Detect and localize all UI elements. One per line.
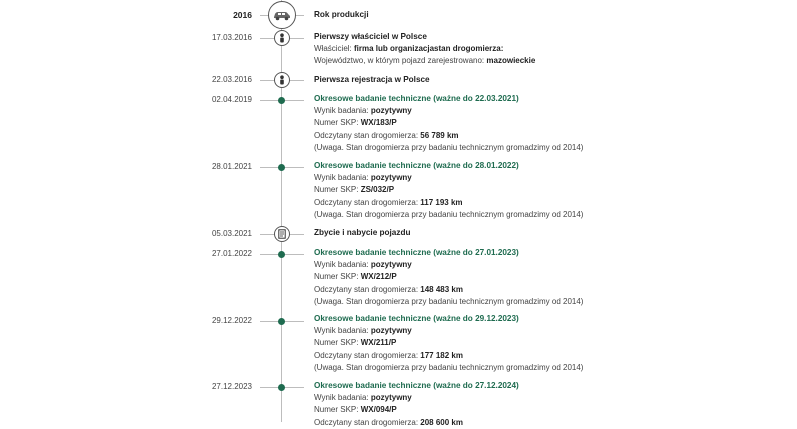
- inspection-entry: [314, 313, 583, 374]
- year-date: 2016: [233, 10, 252, 20]
- event-date: 22.03.2016: [211, 75, 252, 84]
- event-date: 17.03.2016: [211, 33, 252, 42]
- result-label: Wynik badania:: [314, 326, 369, 336]
- event-date: 27.01.2022: [211, 249, 252, 258]
- inspection-entry: [314, 160, 583, 221]
- owner-value: firma lub organizacjastan drogomierza:: [354, 44, 504, 54]
- event-date: 27.12.2023: [211, 382, 252, 391]
- first-owner-entry: [314, 31, 535, 68]
- timeline-dot: [278, 97, 285, 104]
- skp-label: Numer SKP:: [314, 338, 359, 348]
- result-label: Wynik badania:: [314, 106, 369, 116]
- odometer-label: Odczytany stan drogomierza:: [314, 130, 419, 140]
- skp-label: Numer SKP:: [314, 118, 359, 128]
- entry-title: Rok produkcji: [314, 10, 369, 19]
- owner-person-icon: [274, 30, 290, 46]
- event-date: 05.03.2021: [211, 229, 252, 238]
- entry-title: Okresowe badanie techniczne (ważne do 29.12.2023): [314, 314, 519, 323]
- production-year-entry: [314, 9, 369, 21]
- result-value: pozytywny: [370, 393, 412, 403]
- entry-title: Okresowe badanie techniczne (ważne do 27.12.2024): [314, 381, 519, 390]
- odometer-note: (Uwaga. Stan drogomierza przy badaniu technicznym gromadzimy od 2014): [314, 362, 584, 372]
- odometer-label: Odczytany stan drogomierza:: [314, 197, 419, 207]
- timeline-dot: [278, 164, 285, 171]
- timeline-dot: [278, 251, 285, 258]
- skp-value: WX/094/P: [360, 405, 397, 415]
- entry-title: Okresowe badanie techniczne (ważne do 27.01.2023): [314, 248, 519, 257]
- voivodeship-label: Województwo, w którym pojazd zarejestrowano:: [314, 56, 485, 66]
- event-date: 28.01.2021: [211, 162, 252, 171]
- odometer-label: Odczytany stan drogomierza:: [314, 284, 419, 294]
- registration-person-icon: [274, 72, 290, 88]
- timeline-line: [281, 0, 282, 422]
- inspection-entry: [314, 380, 519, 429]
- odometer-note: (Uwaga. Stan drogomierza przy badaniu technicznym gromadzimy od 2014): [314, 296, 584, 306]
- timeline-dot: [278, 384, 285, 391]
- result-label: Wynik badania:: [314, 260, 369, 270]
- odometer-value: 56 789 km: [420, 130, 459, 140]
- result-value: pozytywny: [370, 326, 412, 336]
- odometer-value: 177 182 km: [420, 350, 463, 360]
- skp-label: Numer SKP:: [314, 272, 359, 282]
- skp-value: WX/211/P: [360, 338, 397, 348]
- car-icon: [268, 1, 296, 29]
- entry-title: Pierwsza rejestracja w Polsce: [314, 75, 430, 84]
- skp-label: Numer SKP:: [314, 185, 359, 195]
- inspection-entry: [314, 93, 583, 154]
- skp-value: WX/183/P: [360, 118, 397, 128]
- result-value: pozytywny: [370, 173, 412, 183]
- document-icon: [274, 226, 290, 242]
- result-value: pozytywny: [370, 260, 412, 270]
- result-label: Wynik badania:: [314, 393, 369, 403]
- odometer-label: Odczytany stan drogomierza:: [314, 350, 419, 360]
- entry-title: Zbycie i nabycie pojazdu: [314, 228, 411, 237]
- event-date: 02.04.2019: [211, 95, 252, 104]
- result-label: Wynik badania:: [314, 173, 369, 183]
- timeline-dot: [278, 318, 285, 325]
- result-value: pozytywny: [370, 106, 412, 116]
- entry-title: Okresowe badanie techniczne (ważne do 28.01.2022): [314, 161, 519, 170]
- odometer-note: (Uwaga. Stan drogomierza przy badaniu technicznym gromadzimy od 2014): [314, 142, 584, 152]
- owner-label: Właściciel:: [314, 44, 352, 54]
- skp-label: Numer SKP:: [314, 405, 359, 415]
- ownership-change-entry: [314, 227, 410, 239]
- entry-title: Pierwszy właściciel w Polsce: [314, 32, 427, 41]
- odometer-value: 148 483 km: [420, 284, 463, 294]
- odometer-value: 208 600 km: [420, 417, 463, 427]
- odometer-value: 117 193 km: [420, 197, 463, 207]
- entry-title: Okresowe badanie techniczne (ważne do 22.03.2021): [314, 94, 519, 103]
- inspection-entry: [314, 247, 583, 308]
- first-registration-entry: [314, 74, 430, 86]
- skp-value: WX/212/P: [360, 272, 397, 282]
- event-date: 29.12.2022: [211, 316, 252, 325]
- odometer-label: Odczytany stan drogomierza:: [314, 417, 419, 427]
- odometer-note: (Uwaga. Stan drogomierza przy badaniu technicznym gromadzimy od 2014): [314, 209, 584, 219]
- voivodeship-value: mazowieckie: [486, 56, 536, 66]
- skp-value: ZS/032/P: [360, 185, 395, 195]
